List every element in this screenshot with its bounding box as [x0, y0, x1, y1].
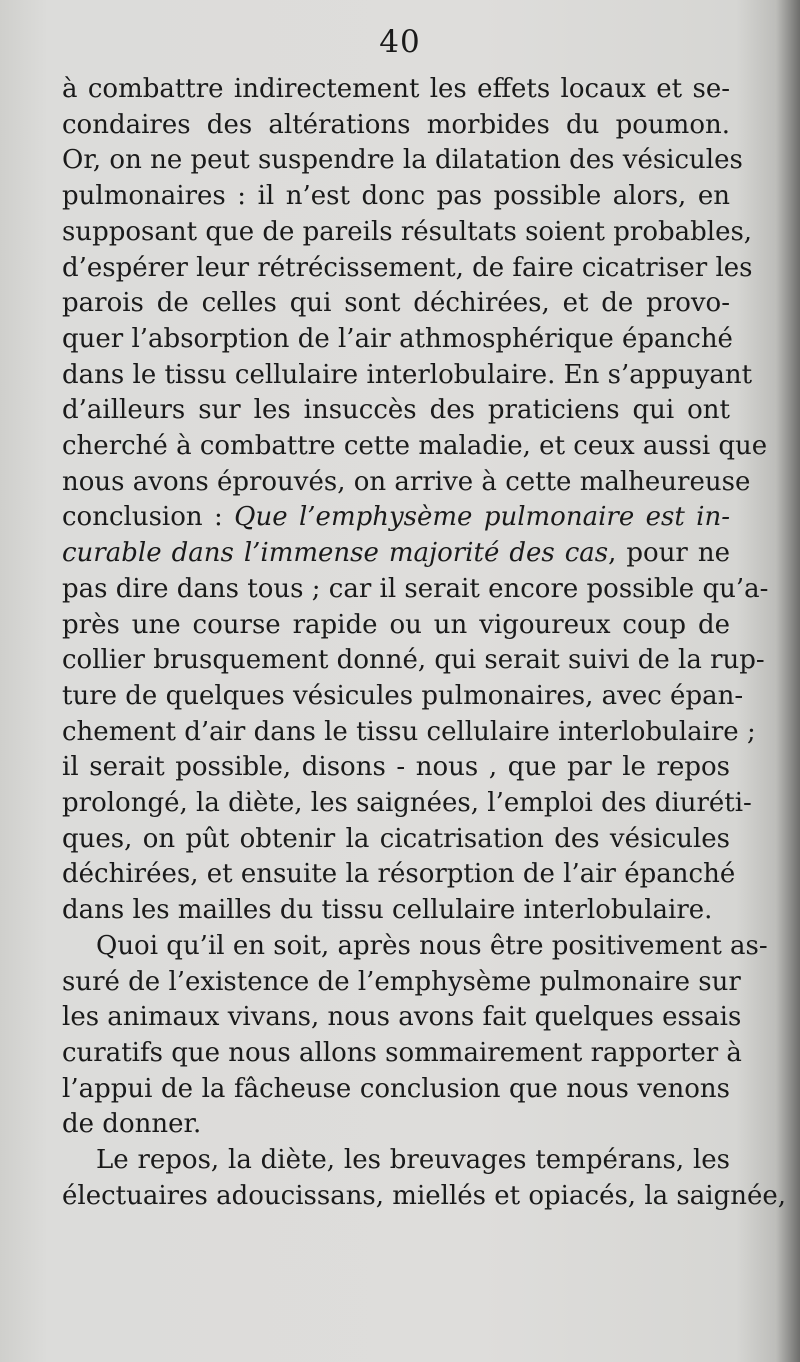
text-line: [62, 929, 768, 965]
text-segment: Le repos, la diète, les breuvages tempérans, les: [96, 1145, 730, 1176]
text-segment: ture de quelques vésicules pulmonaires, avec épan-: [62, 680, 744, 711]
text-segment: parois de celles qui sont déchirées, et de provo-: [62, 288, 730, 319]
text-line: [62, 643, 765, 679]
text-line: [62, 1072, 730, 1108]
text-line: [62, 857, 736, 893]
text-line: [62, 1179, 786, 1215]
text-segment: , pour ne: [608, 538, 730, 569]
text-line: [62, 143, 743, 179]
text-segment: près une course rapide ou un vigoureux coup de: [62, 609, 730, 640]
text-line: [62, 1036, 742, 1072]
italic-text: Que l’emphysème pulmonaire est in-: [234, 502, 730, 533]
text-line: [62, 1107, 730, 1143]
page-number: 40: [379, 24, 421, 60]
text-segment: Quoi qu’il en soit, après nous être positivement as-: [96, 930, 768, 961]
text-line: [62, 822, 730, 858]
text-line: [62, 358, 753, 394]
text-segment: dans les mailles du tissu cellulaire interlobulaire.: [62, 895, 713, 926]
text-segment: les animaux vivans, nous avons fait quelques essais: [62, 1002, 742, 1033]
text-line: [62, 965, 741, 1001]
text-segment: collier brusquement donné, qui serait suivi de la rup-: [62, 645, 765, 676]
text-line: [62, 72, 730, 108]
text-line: [62, 786, 752, 822]
text-line: [62, 393, 730, 429]
text-segment: d’espérer leur rétrécissement, de faire cicatriser les: [62, 252, 753, 283]
text-segment: d’ailleurs sur les insuccès des praticiens qui ont: [62, 395, 730, 426]
text-segment: suré de l’existence de l’emphysème pulmonaire sur: [62, 966, 741, 997]
text-line: [62, 179, 730, 215]
text-line: [62, 215, 753, 251]
text-segment: l’appui de la fâcheuse conclusion que nous venons: [62, 1073, 730, 1104]
text-segment: cherché à combattre cette maladie, et ceux aussi que: [62, 431, 768, 462]
text-segment: quer l’absorption de l’air athmosphérique épanché: [62, 323, 733, 354]
text-line: [62, 750, 730, 786]
text-line: [62, 1000, 742, 1036]
italic-text: curable dans l’immense majorité des cas: [62, 538, 609, 569]
text-line: [62, 251, 753, 287]
text-line: [62, 536, 730, 572]
text-segment: chement d’air dans le tissu cellulaire interlobulaire ;: [62, 716, 756, 747]
text-segment: il serait possible, disons - nous , que par le repos: [62, 752, 730, 783]
text-segment: nous avons éprouvés, on arrive à cette malheureuse: [62, 466, 751, 497]
text-line: [62, 572, 769, 608]
text-segment: de donner.: [62, 1109, 202, 1140]
text-segment: conclusion :: [62, 502, 235, 533]
text-segment: pulmonaires : il n’est donc pas possible alors, en: [62, 181, 730, 212]
text-line: [62, 715, 756, 751]
text-segment: pas dire dans tous ; car il serait encore possible qu’a-: [62, 573, 769, 604]
text-segment: supposant que de pareils résultats soient probables,: [62, 216, 753, 247]
text-line: [62, 608, 730, 644]
text-line: [62, 465, 751, 501]
body-text: [62, 72, 786, 1215]
text-segment: à combattre indirectement les effets locaux et se-: [62, 74, 730, 104]
text-line: [62, 893, 730, 929]
text-line: [62, 500, 730, 536]
text-line: [62, 1143, 730, 1179]
text-segment: électuaires adoucissans, miellés et opiacés, la saignée,: [62, 1180, 786, 1211]
text-segment: curatifs que nous allons sommairement rapporter à: [62, 1037, 742, 1068]
text-segment: déchirées, et ensuite la résorption de l’air épanché: [62, 859, 736, 890]
text-segment: dans le tissu cellulaire interlobulaire. En s’appuyant: [62, 359, 753, 390]
text-line: [62, 322, 733, 358]
text-segment: condaires des altérations morbides du poumon.: [62, 109, 730, 140]
text-line: [62, 286, 730, 322]
text-segment: Or, on ne peut suspendre la dilatation des vésicules: [62, 145, 743, 176]
text-line: [62, 108, 730, 144]
text-segment: prolongé, la diète, les saignées, l’emploi des diuréti-: [62, 788, 752, 819]
text-segment: ques, on pût obtenir la cicatrisation des vésicules: [62, 823, 730, 854]
text-line: [62, 429, 768, 465]
text-line: [62, 679, 744, 715]
